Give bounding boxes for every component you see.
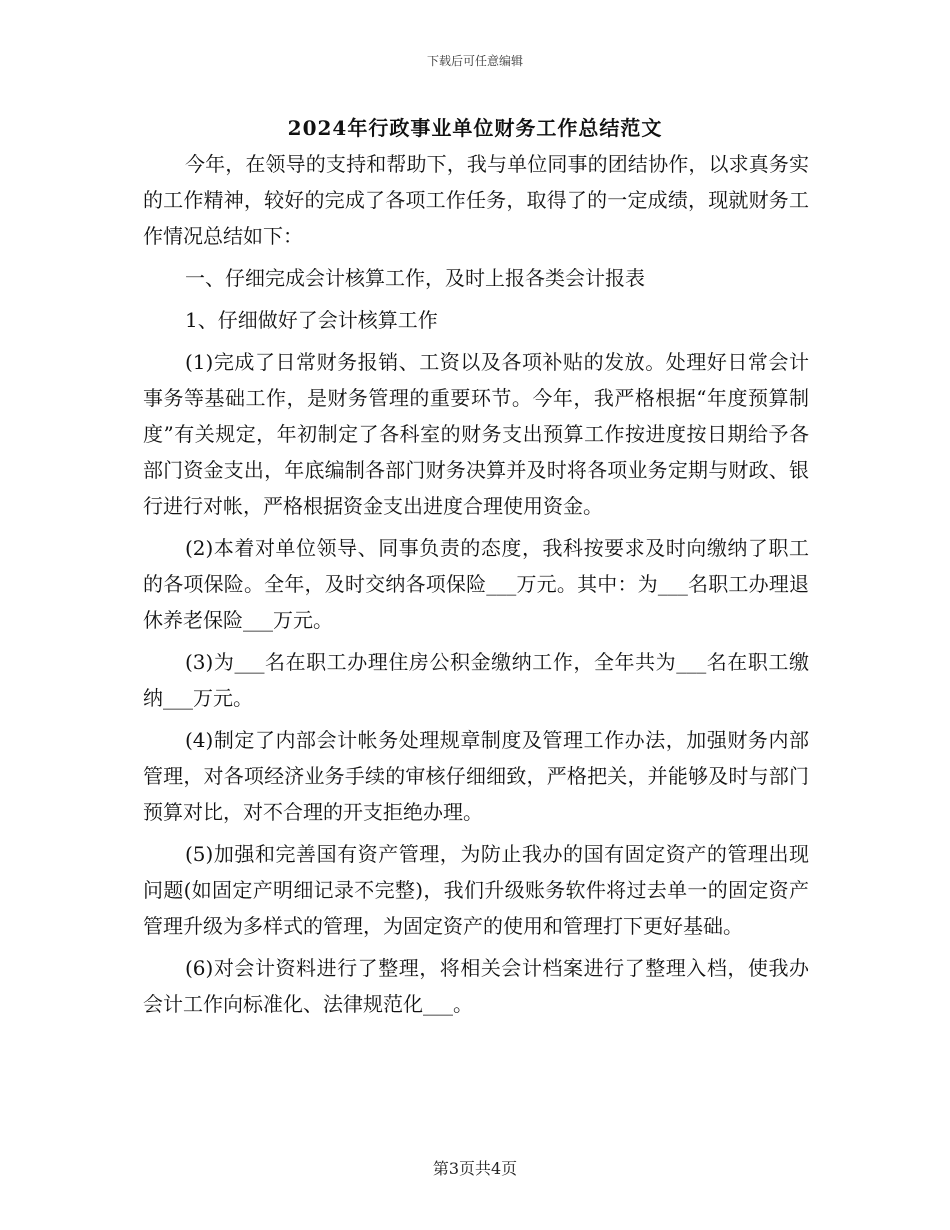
paragraph-item-2: (2)本着对单位领导、同事负责的态度，我科按要求及时向缴纳了职工的各项保险。全年，及时交纳各项保险___万元。其中：为___名职工办理退休养老保险___万元。 (143, 536, 809, 632)
paragraph-item-5: (5)加强和完善国有资产管理，为防止我办的国有固定资产的管理出现问题(如固定产明细记录不完整)，我们升级账务软件将过去单一的固定资产管理升级为多样式的管理，为固定资产的使用和管理打下更好基础。 (143, 842, 809, 938)
document-title: 2024年行政事业单位财务工作总结范文 (287, 116, 663, 140)
paragraph-item-3: (3)为___名在职工办理住房公积金缴纳工作，全年共为___名在职工缴纳___万元。 (143, 650, 809, 710)
paragraph-item-6: (6)对会计资料进行了整理，将相关会计档案进行了整理入档，使我办会计工作向标准化、法律规范化___。 (143, 956, 809, 1016)
document-body (143, 146, 809, 1028)
paragraph-item-4: (4)制定了内部会计帐务处理规章制度及管理工作办法，加强财务内部管理，对各项经济业务手续的审核仔细细致，严格把关，并能够及时与部门预算对比，对不合理的开支拒绝办理。 (143, 728, 809, 824)
subsection-heading-1: 1、仔细做好了会计核算工作 (185, 308, 438, 332)
paragraph-intro: 今年，在领导的支持和帮助下，我与单位同事的团结协作，以求真务实的工作精神，较好的完成了各项工作任务，取得了的一定成绩，现就财务工作情况总结如下： (143, 152, 809, 248)
section-heading-1: 一、仔细完成会计核算工作，及时上报各类会计报表 (185, 266, 645, 290)
paragraph-item-1: (1)完成了日常财务报销、工资以及各项补贴的发放。处理好日常会计事务等基础工作，是财务管理的重要环节。今年，我严格根据“年度预算制度”有关规定，年初制定了各科室的财务支出预算工作按进度按日期给予各部门资金支出，年底编制各部门财务决算并及时将各项业务定期与财政、银行进行对帐，严格根据资金支出进度合理使用资金。 (143, 350, 809, 518)
page-number: 第3页共4页 (432, 1159, 518, 1178)
header-note: 下载后可任意编辑 (426, 54, 523, 68)
